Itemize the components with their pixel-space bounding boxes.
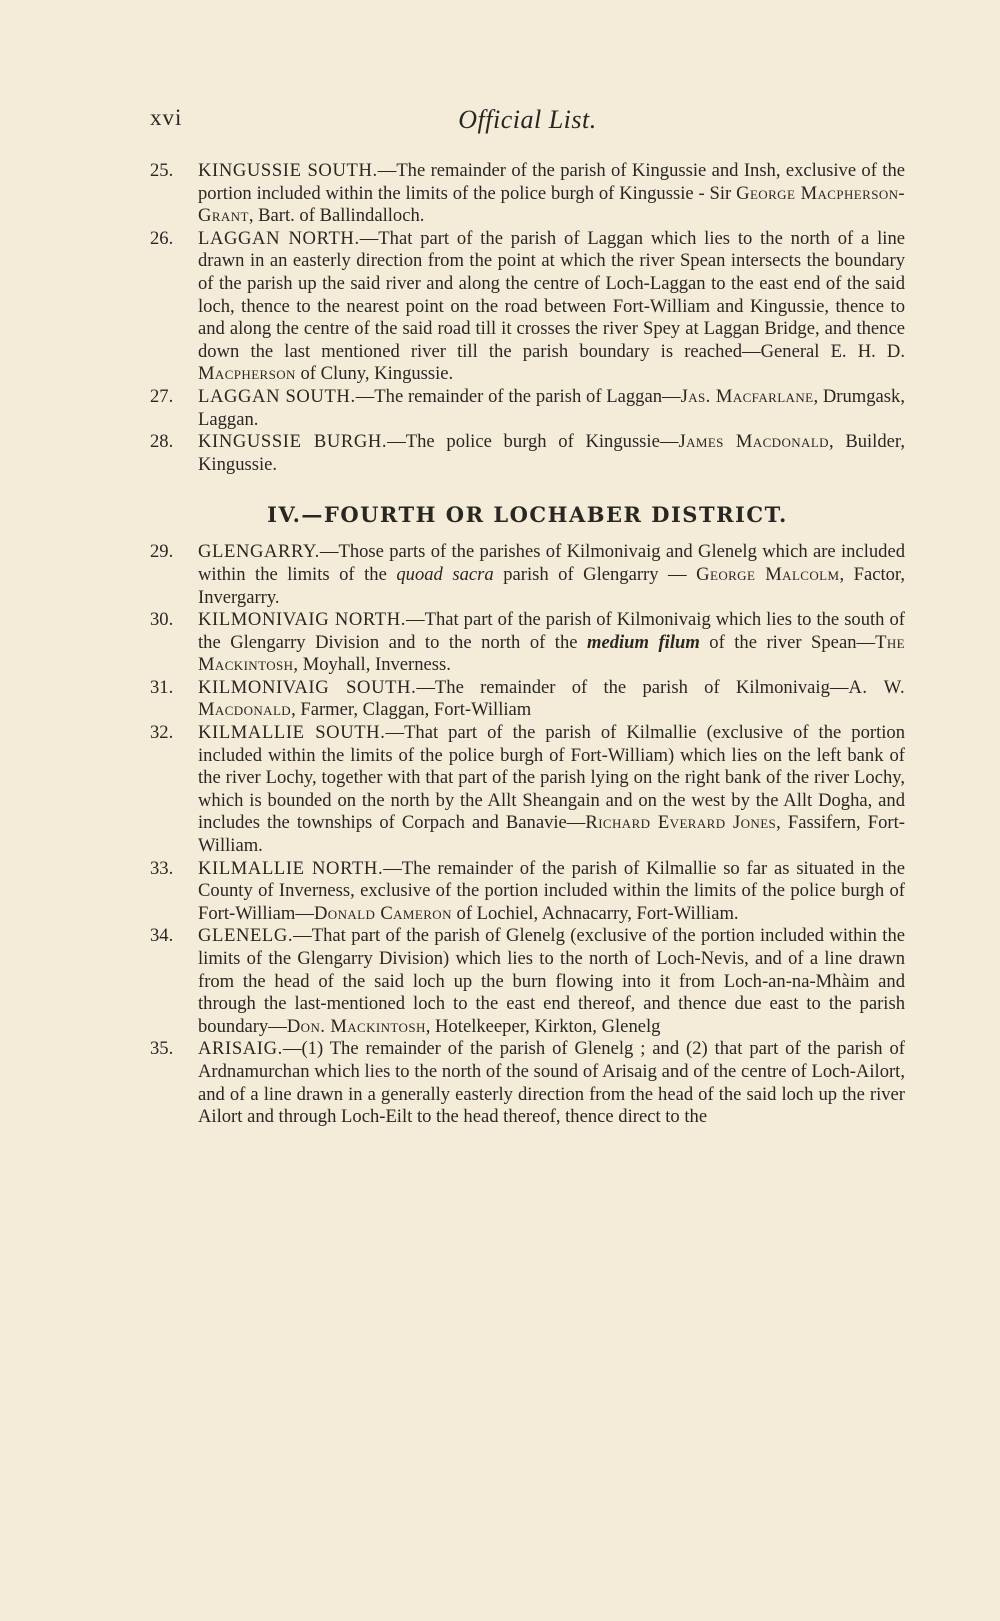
entry-text: —The remainder of the parish of Kilmallie so far as situated in the County of Inverness, exclusive of the portion included within the limits of the police burgh of Fort-William— (198, 857, 905, 924)
entry-text: , Builder, Kingussie. (198, 431, 905, 475)
entry-number: 27. (150, 385, 174, 407)
entry-text: —That part of the parish of Glenelg (exclusive of the portion included within the limits of the Glengarry Division) which lies to the north of Loch-Nevis, and of a line drawn from the head of the said loch up the burn flowing into it from Loch-an-na-Mhàim and through the last-mentioned loch to the east end thereof, and thence due east to the parish boundary— (198, 925, 905, 1037)
running-title: Official List. (458, 105, 597, 134)
entry-number: 30. (150, 609, 174, 631)
person-name: A. W. Macdonald (198, 676, 905, 721)
entry-text: , Fassifern, Fort-William. (198, 812, 905, 857)
entry-text: —That part of the parish of Kilmallie (exclusive of the portion included within the limits of the police burgh of Fort-William) which lies on the left bank of the river Lochy, together with that part of the parish lying on the right bank of the river Lochy, which is bounded on the north by the Allt Sheangain and on the west by the Allt Dogha, and includes the townships of Corpach and Banavie— (198, 722, 905, 834)
person-name: Donald Cameron (313, 902, 452, 924)
person-name: James Macdonald (678, 431, 829, 453)
entry-text: of the river Spean— (699, 631, 876, 653)
entry-heading: KINGUSSIE BURGH. (198, 431, 388, 453)
entry-text: —(1) The remainder of the parish of Glenelg ; and (2) that part of the parish of Ardnamurchan which lies to the north of the sound of Arisaig and of the centre of Loch-Ailort, and of a line drawn in a generally easterly direction from the head of the said loch up the river Ailort and through Loch-Eilt to the head thereof, thence direct to the (198, 1038, 905, 1128)
entry-heading: LAGGAN NORTH. (198, 227, 360, 249)
italic-term: quoad sacra (396, 563, 494, 585)
entry-number: 33. (150, 857, 174, 879)
list-item (150, 609, 905, 677)
entry-heading: KILMONIVAIG SOUTH. (198, 676, 417, 698)
entry-text: , Drumgask, Laggan. (198, 385, 905, 430)
entry-heading: ARISAIG. (198, 1038, 283, 1060)
entry-text: —Those parts of the parishes of Kilmonivaig and Glenelg which are included within the limits of the (198, 541, 905, 585)
page-header (150, 105, 905, 139)
entry-number: 25. (150, 160, 174, 181)
list-item (150, 925, 905, 1038)
list-item (150, 677, 905, 722)
list-item (150, 431, 905, 476)
page-content (150, 160, 905, 1129)
entry-heading: LAGGAN SOUTH. (198, 385, 356, 407)
entry-number: 35. (150, 1038, 174, 1060)
entry-number: 28. (150, 431, 174, 453)
entry-list-lochaber (150, 541, 905, 1128)
entry-number: 32. (150, 722, 174, 744)
page-number: xvi (150, 105, 183, 130)
entry-heading: GLENGARRY. (198, 541, 320, 563)
entry-heading: GLENELG. (198, 925, 294, 947)
person-name: George Malcolm (696, 563, 840, 585)
entry-number: 29. (150, 541, 174, 563)
entry-text: , Factor, Invergarry. (198, 563, 906, 608)
list-item (150, 1038, 905, 1128)
entry-text: of Lochiel, Achnacarry, Fort-William. (451, 902, 739, 924)
list-item (150, 228, 905, 386)
person-name: Don. Mackintosh (286, 1015, 426, 1037)
person-name: Jas. Macfarlane (680, 385, 814, 407)
section-heading: IV.—FOURTH OR LOCHABER DISTRICT. (267, 502, 788, 528)
entry-number: 26. (150, 227, 174, 249)
person-name: Richard Everard Jones (585, 812, 777, 834)
entry-heading: KILMALLIE SOUTH. (198, 722, 386, 744)
list-item (150, 858, 905, 926)
entry-text: —The police burgh of Kingussie— (387, 431, 679, 453)
entry-number: 31. (150, 676, 174, 698)
entry-text: —The remainder of the parish of Kingussie and Insh, exclusive of the portion included within the limits of the police burgh of Kingussie - Sir (198, 160, 905, 204)
entry-text: —The remainder of the parish of Laggan— (355, 385, 681, 407)
entry-text: , Hotelkeeper, Kirkton, Glenelg (425, 1015, 661, 1037)
entry-heading: KILMONIVAIG NORTH. (198, 609, 407, 631)
entry-text: parish of Glengarry — (493, 563, 697, 585)
entry-heading: KILMALLIE NORTH. (198, 857, 384, 879)
person-name: The Mackintosh (198, 631, 905, 676)
italic-term: medium filum (587, 631, 700, 653)
entry-number: 34. (150, 925, 174, 947)
entry-text: of Cluny, Kingussie. (295, 363, 454, 385)
entry-text: —That part of the parish of Laggan which lies to the north of a line drawn in an easterly direction from the point at which the river Spean intersects the boundary of the parish up the said river and along the centre of Loch-Laggan to the east end of the said loch, thence to the nearest point on the road between Fort-William and Kingussie, thence to and along the centre of the said road till it crosses the river Spey at Laggan Bridge, and thence down the last mentioned river till the parish boundary is reached—General E. H. D. (198, 227, 905, 362)
entry-text: , Farmer, Claggan, Fort-William (291, 699, 532, 721)
entry-text: —That part of the parish of Kilmonivaig which lies to the south of the Glengarry Division and to the north of the (198, 609, 905, 653)
person-name: Macpherson (198, 363, 296, 385)
entry-text: —The remainder of the parish of Kilmonivaig— (416, 676, 849, 698)
list-item (150, 722, 905, 858)
person-name: George Macpherson-Grant (198, 182, 905, 227)
entry-list-lower-badenoch (150, 160, 905, 476)
list-item (150, 386, 905, 431)
list-item (150, 541, 905, 609)
list-item (150, 160, 905, 228)
entry-text: , Moyhall, Inverness. (293, 654, 451, 676)
entry-heading: KINGUSSIE SOUTH. (198, 160, 378, 181)
entry-text: , Bart. of Ballindalloch. (248, 205, 425, 227)
